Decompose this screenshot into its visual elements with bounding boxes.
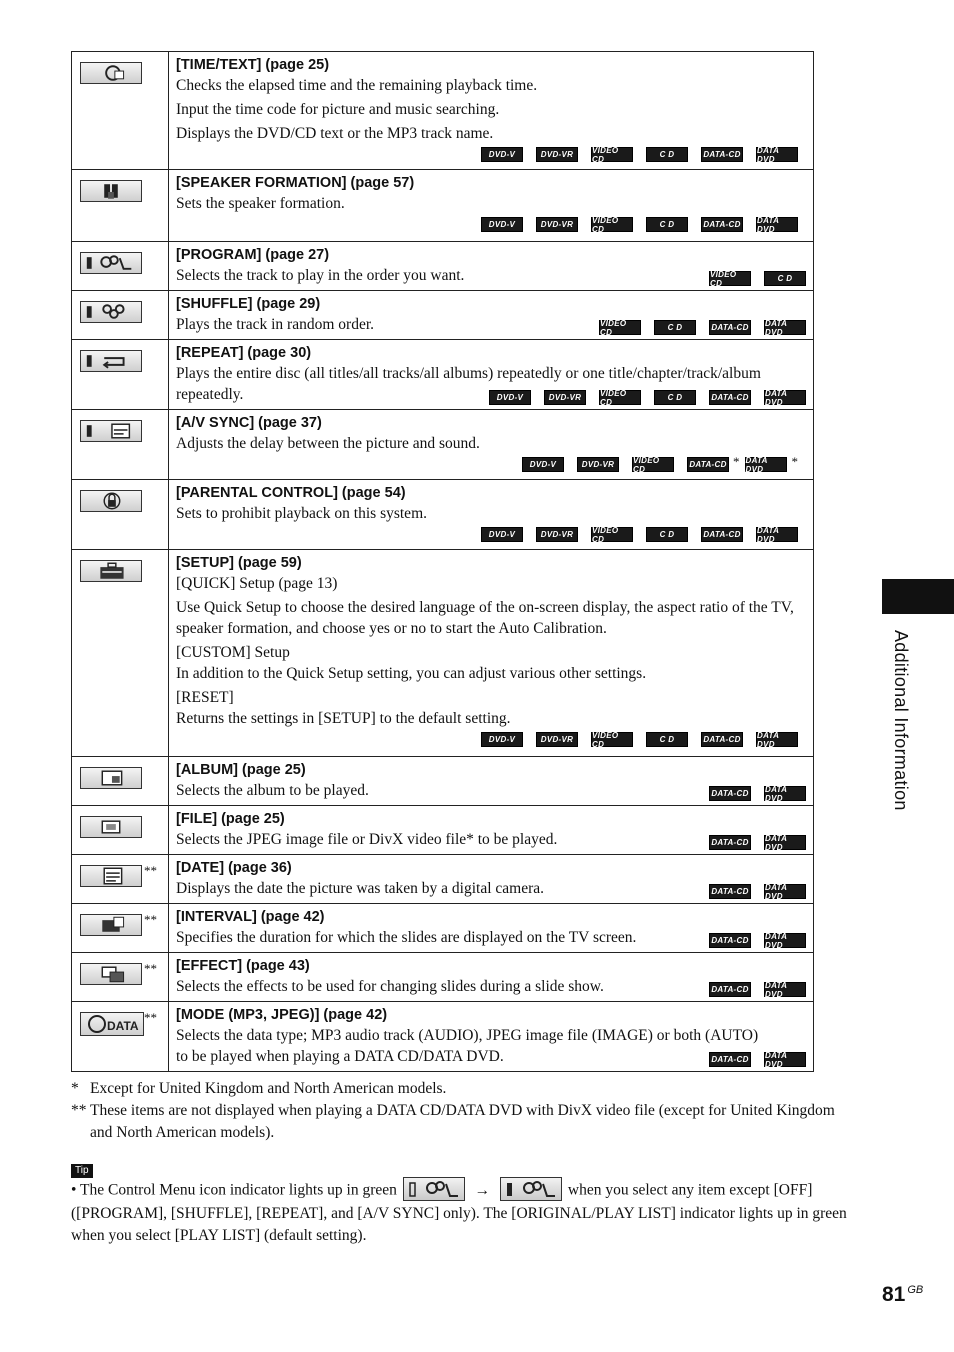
disc-badge: DVD-VR — [544, 390, 586, 405]
arrow-right-icon: → — [474, 1181, 491, 1199]
program-on-indicator-icon — [500, 1177, 562, 1201]
disc-badges — [176, 729, 805, 752]
description-cell — [169, 806, 814, 855]
icon-cell — [72, 291, 169, 340]
asterisk-mark: * — [791, 454, 798, 469]
item-title: [PROGRAM] (page 27) — [176, 247, 330, 263]
disc-badge: VIDEO CD — [591, 217, 633, 232]
double-asterisk-mark: ** — [144, 863, 157, 878]
disc-badge: DATA DVD — [764, 320, 806, 335]
disc-badge: VIDEO CD — [591, 732, 633, 747]
asterisk-mark: * — [733, 454, 740, 469]
table-row — [72, 953, 814, 1002]
disc-badge: DATA-CD — [687, 457, 729, 472]
disc-badge: DVD-V — [481, 732, 523, 747]
tip-text: • The Control Menu icon indicator lights up in green → when you select any item except [OFF] ([PROGRAM], [SHUFFLE], [REPEAT], and [A/V SYNC] only). The [ORIGINAL/PLAY LIST] indicator lights up in green when you select [PLAY LIST] (default setting). — [71, 1179, 861, 1247]
date-icon — [80, 865, 142, 887]
description-cell — [169, 953, 814, 1002]
disc-badge: DATA DVD — [764, 1052, 806, 1067]
item-text: Use Quick Setup to choose the desired language of the on-screen display, the aspect ratio of the TV, speaker formation, and choose yes or no to start the Auto Calibration. — [176, 599, 794, 637]
icon-cell — [72, 855, 169, 904]
disc-badges — [176, 454, 805, 477]
icon-cell — [72, 170, 169, 242]
mode-data-icon — [80, 1012, 144, 1036]
double-asterisk-mark: ** — [144, 912, 157, 927]
disc-badge: DVD-VR — [536, 527, 578, 542]
disc-badge: C D — [646, 732, 688, 747]
svg-text:DATA: DATA — [107, 1019, 139, 1033]
control-menu-table — [71, 51, 814, 1072]
item-text: Plays the track in random order. — [176, 316, 375, 333]
description-cell — [169, 170, 814, 242]
description-cell — [169, 757, 814, 806]
item-title: [SHUFFLE] (page 29) — [176, 296, 321, 312]
item-text: [QUICK] Setup (page 13) — [176, 575, 338, 592]
item-title: [A/V SYNC] (page 37) — [176, 415, 322, 431]
icon-cell — [72, 953, 169, 1002]
disc-badge: DATA DVD — [756, 527, 798, 542]
item-text: In addition to the Quick Setup setting, you can adjust various other settings. — [176, 665, 647, 682]
disc-badges — [176, 214, 805, 237]
av-sync-icon — [80, 420, 142, 442]
disc-badge: DATA-CD — [701, 527, 743, 542]
item-title: [MODE (MP3, JPEG)] (page 42) — [176, 1007, 388, 1023]
disc-badge: DVD-V — [481, 147, 523, 162]
item-text: Adjusts the delay between the picture and sound. — [176, 435, 480, 452]
item-title: [SETUP] (page 59) — [176, 555, 302, 571]
disc-badge: C D — [654, 390, 696, 405]
double-asterisk-mark: ** — [144, 961, 157, 976]
disc-badge: DATA DVD — [764, 933, 806, 948]
disc-badge: DVD-V — [481, 217, 523, 232]
item-text: [CUSTOM] Setup — [176, 644, 290, 661]
disc-badges — [709, 982, 806, 997]
effect-icon — [80, 963, 142, 985]
item-text: Input the time code for picture and music searching. — [176, 101, 500, 118]
item-title: [INTERVAL] (page 42) — [176, 909, 325, 925]
table-row — [72, 1002, 814, 1072]
disc-badge: DATA-CD — [709, 390, 751, 405]
album-icon — [80, 767, 142, 789]
disc-badge: VIDEO CD — [599, 390, 641, 405]
disc-badge: DATA DVD — [756, 217, 798, 232]
footnote: * Except for United Kingdom and North American models. — [71, 1080, 447, 1097]
item-text: Displays the date the picture was taken by a digital camera. — [176, 880, 544, 897]
disc-badge: DVD-V — [481, 527, 523, 542]
interval-icon — [80, 914, 142, 936]
item-title: [TIME/TEXT] (page 25) — [176, 57, 330, 73]
icon-cell — [72, 52, 169, 170]
disc-badge: DVD-VR — [536, 217, 578, 232]
disc-badges — [709, 835, 806, 850]
section-label: Additional Information — [891, 630, 911, 811]
disc-badge: DATA-CD — [709, 835, 751, 850]
disc-badges — [489, 390, 806, 405]
icon-cell — [72, 550, 169, 757]
disc-badge: DATA DVD — [756, 732, 798, 747]
description-cell — [169, 480, 814, 550]
repeat-icon — [80, 350, 142, 372]
disc-badge: DATA DVD — [764, 786, 806, 801]
table-row — [72, 291, 814, 340]
description-cell — [169, 52, 814, 170]
disc-badge: C D — [646, 217, 688, 232]
disc-badge: DATA DVD — [756, 147, 798, 162]
icon-cell — [72, 242, 169, 291]
disc-badge: DATA-CD — [701, 217, 743, 232]
description-cell — [169, 291, 814, 340]
disc-badge: DVD-VR — [536, 147, 578, 162]
table-row — [72, 806, 814, 855]
disc-badge: DVD-V — [489, 390, 531, 405]
footnotes — [71, 1078, 861, 1144]
disc-badge: DVD-VR — [536, 732, 578, 747]
disc-badge: DATA-CD — [709, 320, 751, 335]
lock-icon — [80, 490, 142, 512]
page-number: 81 $^{GB}$ — [882, 1283, 924, 1306]
disc-badges — [176, 524, 805, 547]
disc-badge: VIDEO CD — [591, 527, 633, 542]
table-row — [72, 410, 814, 480]
disc-badge: DATA-CD — [709, 933, 751, 948]
disc-badges — [709, 884, 806, 899]
item-text: Selects the track to play in the order you want. — [176, 267, 465, 284]
item-text: [RESET] — [176, 689, 234, 706]
file-icon — [80, 816, 142, 838]
disc-badge: DATA DVD — [745, 457, 787, 472]
disc-badges — [709, 271, 806, 286]
tip-label: Tip — [71, 1164, 93, 1178]
section-tab — [882, 579, 954, 614]
icon-cell — [72, 757, 169, 806]
description-cell — [169, 904, 814, 953]
speaker-icon — [80, 180, 142, 202]
disc-badge: DATA-CD — [701, 732, 743, 747]
program-icon — [80, 252, 142, 274]
table-row — [72, 340, 814, 410]
footnote: ** These items are not displayed when playing a DATA CD/DATA DVD with DivX video file (except for United Kingdom and North American models). — [71, 1102, 835, 1141]
description-cell — [169, 340, 814, 410]
disc-badge: VIDEO CD — [709, 271, 751, 286]
item-text: Selects the JPEG image file or DivX video file* to be played. — [176, 831, 558, 848]
description-cell — [169, 550, 814, 757]
disc-badges — [709, 933, 806, 948]
description-cell — [169, 1002, 814, 1072]
item-title: [EFFECT] (page 43) — [176, 958, 310, 974]
item-title: [FILE] (page 25) — [176, 811, 285, 827]
icon-cell — [72, 806, 169, 855]
disc-badge: DATA-CD — [709, 982, 751, 997]
table-row — [72, 52, 814, 170]
item-text: Returns the settings in [SETUP] to the default setting. — [176, 710, 511, 727]
icon-cell — [72, 904, 169, 953]
disc-badge: DATA DVD — [764, 982, 806, 997]
shuffle-icon — [80, 301, 142, 323]
table-row — [72, 904, 814, 953]
item-text: Specifies the duration for which the slides are displayed on the TV screen. — [176, 929, 637, 946]
program-off-indicator-icon — [403, 1177, 465, 1201]
disc-badge: C D — [654, 320, 696, 335]
disc-badge: DATA DVD — [764, 884, 806, 899]
double-asterisk-mark: ** — [144, 1010, 157, 1025]
disc-badge: DATA-CD — [709, 786, 751, 801]
item-title: [REPEAT] (page 30) — [176, 345, 312, 361]
disc-badges — [176, 144, 805, 167]
item-title: [SPEAKER FORMATION] (page 57) — [176, 175, 415, 191]
disc-badge: C D — [646, 147, 688, 162]
disc-badges — [709, 786, 806, 801]
description-cell — [169, 410, 814, 480]
table-row — [72, 170, 814, 242]
item-text: Displays the DVD/CD text or the MP3 track name. — [176, 125, 494, 142]
item-text: Selects the album to be played. — [176, 782, 369, 799]
icon-cell — [72, 480, 169, 550]
disc-badge: DATA-CD — [709, 1052, 751, 1067]
item-title: [DATE] (page 36) — [176, 860, 292, 876]
item-title: [PARENTAL CONTROL] (page 54) — [176, 485, 406, 501]
item-text: Sets the speaker formation. — [176, 195, 345, 212]
toolbox-icon — [80, 560, 142, 582]
item-text: Checks the elapsed time and the remaining playback time. — [176, 77, 538, 94]
item-text: Selects the effects to be used for changing slides during a slide show. — [176, 978, 604, 995]
item-text: to be played when playing a DATA CD/DATA DVD. — [176, 1048, 504, 1065]
disc-badge: C D — [764, 271, 806, 286]
disc-badges — [599, 320, 806, 335]
table-row — [72, 550, 814, 757]
item-text: Selects the data type; MP3 audio track (AUDIO), JPEG image file (IMAGE) or both (AUTO) — [176, 1027, 759, 1044]
disc-badge: DATA DVD — [764, 390, 806, 405]
disc-badge: DATA DVD — [764, 835, 806, 850]
disc-badge: C D — [646, 527, 688, 542]
disc-badge: DATA-CD — [709, 884, 751, 899]
item-text: Sets to prohibit playback on this system. — [176, 505, 427, 522]
item-text: Plays the entire disc (all titles/all tracks/all albums) repeatedly or one title/chapter/track/album — [176, 365, 761, 382]
table-row — [72, 855, 814, 904]
icon-cell — [72, 340, 169, 410]
description-cell — [169, 242, 814, 291]
disc-badge: VIDEO CD — [632, 457, 674, 472]
disc-badge: DATA-CD — [701, 147, 743, 162]
disc-badge: VIDEO CD — [599, 320, 641, 335]
description-cell — [169, 855, 814, 904]
disc-badge: DVD-V — [522, 457, 564, 472]
disc-badge: VIDEO CD — [591, 147, 633, 162]
table-row — [72, 480, 814, 550]
table-row — [72, 242, 814, 291]
disc-badge: DVD-VR — [577, 457, 619, 472]
icon-cell — [72, 1002, 169, 1072]
item-text: repeatedly. — [176, 386, 244, 403]
table-row — [72, 757, 814, 806]
clock-icon — [80, 62, 142, 84]
disc-badges — [709, 1052, 806, 1067]
item-title: [ALBUM] (page 25) — [176, 762, 306, 778]
icon-cell — [72, 410, 169, 480]
